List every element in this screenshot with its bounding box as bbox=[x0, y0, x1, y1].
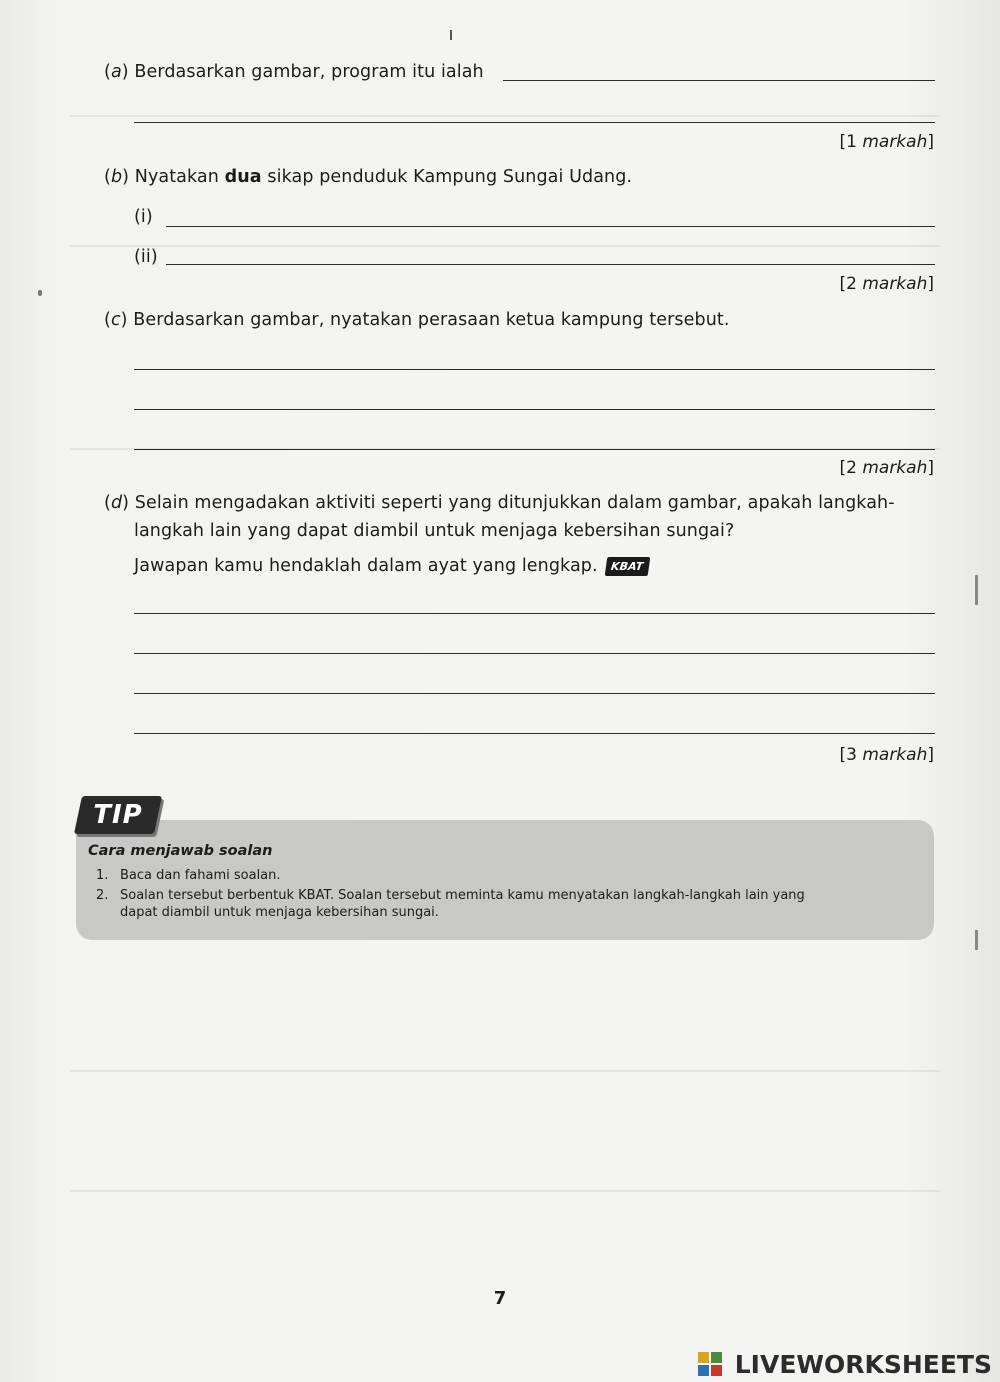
answer-line-c[interactable] bbox=[134, 449, 935, 450]
question-c: (c) Berdasarkan gambar, nyatakan perasaan ketua kampung tersebut. bbox=[104, 310, 730, 330]
answer-line-a[interactable] bbox=[503, 80, 935, 81]
tip-badge: TIP bbox=[74, 796, 162, 834]
marks-d: [3 markah] bbox=[839, 745, 934, 765]
marks-b: [2 markah] bbox=[839, 274, 934, 294]
answer-line-d[interactable] bbox=[134, 653, 935, 654]
answer-line-d[interactable] bbox=[134, 613, 935, 614]
question-b: (b) Nyatakan dua sikap penduduk Kampung Sungai Udang. bbox=[104, 167, 633, 187]
answer-line-a[interactable] bbox=[134, 122, 935, 123]
scan-mark bbox=[450, 30, 452, 40]
question-d: (d) Selain mengadakan aktiviti seperti yang ditunjukkan dalam gambar, apakah langkah- bbox=[104, 493, 895, 513]
answer-line-b-ii[interactable] bbox=[166, 264, 935, 265]
kbat-badge: KBAT bbox=[604, 557, 650, 576]
scan-mark bbox=[975, 575, 978, 605]
answer-line-c[interactable] bbox=[134, 409, 935, 410]
answer-line-d[interactable] bbox=[134, 733, 935, 734]
marks-c: [2 markah] bbox=[839, 458, 934, 478]
scan-mark bbox=[38, 290, 42, 296]
tip-heading: Cara menjawab soalan bbox=[88, 843, 273, 859]
answer-line-c[interactable] bbox=[134, 369, 935, 370]
question-d-line2: langkah lain yang dapat diambil untuk menjaga kebersihan sungai? bbox=[134, 521, 735, 541]
roman-i: (i) bbox=[134, 207, 153, 227]
scan-mark bbox=[975, 930, 978, 950]
tip-item: 2. Soalan tersebut berbentuk KBAT. Soalan tersebut meminta kamu menyatakan langkah-langkah lain yang bbox=[96, 888, 805, 903]
tip-item: 1. Baca dan fahami soalan. bbox=[96, 868, 281, 883]
marks-a: [1 markah] bbox=[839, 132, 934, 152]
question-d-instruction: Jawapan kamu hendaklah dalam ayat yang lengkap. KBAT bbox=[134, 556, 649, 576]
question-a: (a) Berdasarkan gambar, program itu ialah bbox=[104, 62, 484, 82]
answer-line-b-i[interactable] bbox=[166, 226, 935, 227]
tip-item-continued: dapat diambil untuk menjaga kebersihan sungai. bbox=[120, 905, 439, 920]
page-number: 7 bbox=[493, 1288, 507, 1309]
answer-line-d[interactable] bbox=[134, 693, 935, 694]
liveworksheets-logo-icon bbox=[697, 1351, 723, 1377]
roman-ii: (ii) bbox=[134, 247, 158, 267]
liveworksheets-watermark: LIVEWORKSHEETS bbox=[734, 1350, 992, 1379]
